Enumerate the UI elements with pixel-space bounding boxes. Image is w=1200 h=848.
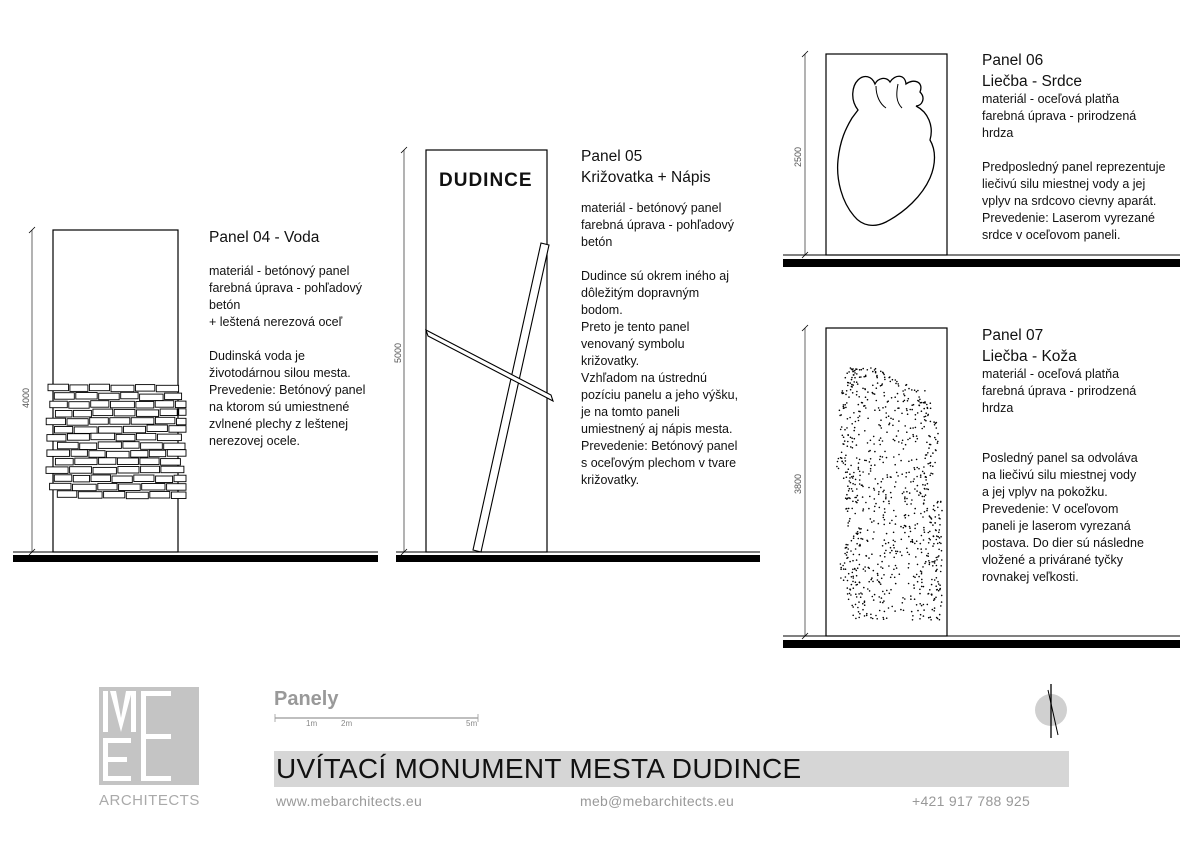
dudince-sign: DUDINCE [439, 170, 533, 191]
sheet-title: UVÍTACÍ MONUMENT MESTA DUDINCE [276, 753, 802, 784]
sheet-label: Panely [274, 688, 339, 710]
north-arrow-icon [1035, 684, 1067, 738]
scale-label-5m: 5m [466, 719, 478, 728]
ground-line [783, 640, 1180, 648]
scale-label-2m: 2m [341, 719, 353, 728]
panel-07-title: Panel 07 Liečba - Koža [982, 327, 1077, 365]
panel-05-material: materiál - betónový panel farebná úprava - pohľadový betón [581, 201, 735, 249]
panel-05-dimension: 5000 [393, 342, 403, 363]
panel-06-description: Predposledný panel reprezentuje liečivú silu miestnej vody a jej vplyv na srdcovo cievny aparát. Prevedenie: Laserom vyrezané srdce v oceľovom paneli. [982, 160, 1166, 242]
steel-bar-long [473, 243, 549, 552]
ground-line [783, 259, 1180, 267]
meb-logo [99, 687, 199, 785]
panel-06-title: Panel 06 Liečba - Srdce [982, 52, 1082, 90]
scale-label-1m: 1m [306, 719, 318, 728]
logo-text: ARCHITECTS [99, 792, 200, 809]
website-link[interactable]: www.mebarchitects.eu [276, 793, 423, 809]
wavy-steel-sheets [46, 384, 186, 499]
heart-cutout [838, 76, 935, 225]
panel-07-description: Posledný panel sa odvoláva na liečivú silu miestnej vody a jej vplyv na pokožku. Prevedenie: V oceľovom paneli je laserom vyrezaná postava. Do dier sú následne vložené a privárané tyčky rovnakej veľkosti. [982, 451, 1144, 584]
phone-number: +421 917 788 925 [912, 793, 1031, 809]
panel-07-dimension: 3800 [793, 473, 803, 494]
panel-04-title: Panel 04 - Voda [209, 229, 320, 246]
steel-bar-short [426, 330, 553, 401]
panel-06-material: materiál - oceľová platňa farebná úprava - prirodzená hrdza [982, 92, 1137, 140]
panel-05-title: Panel 05 Križovatka + Nápis [581, 148, 711, 186]
panel-05-description: Dudince sú okrem iného aj dôležitým dopravným bodom. Preto je tento panel venovaný symbolu križovatky. Vzhľadom na ústrednú pozíciu panelu a jeho výšku, je na tomto paneli umiestnený aj nápis mesta. Prevedenie: Betónový panel s oceľovým plechom v tvare križovatky. [581, 269, 739, 487]
panel-04-description: Dudinská voda je životodárnou silou mesta. Prevedenie: Betónový panel na ktorom sú umiestnené zvlnené plechy z leštenej nerezovej ocele. [209, 349, 366, 448]
ground-line [13, 555, 378, 562]
email-link[interactable]: meb@mebarchitects.eu [580, 793, 735, 809]
panel-07-material: materiál - oceľová platňa farebná úprava - prirodzená hrdza [982, 367, 1137, 415]
panel-04-material: materiál - betónový panel farebná úprava - pohľadový betón + leštená nerezová oceľ [209, 264, 363, 329]
panel-04-dimension: 4000 [21, 387, 31, 408]
stippled-figure [836, 367, 943, 620]
ground-line [396, 555, 760, 562]
panel-06-dimension: 2500 [793, 146, 803, 167]
